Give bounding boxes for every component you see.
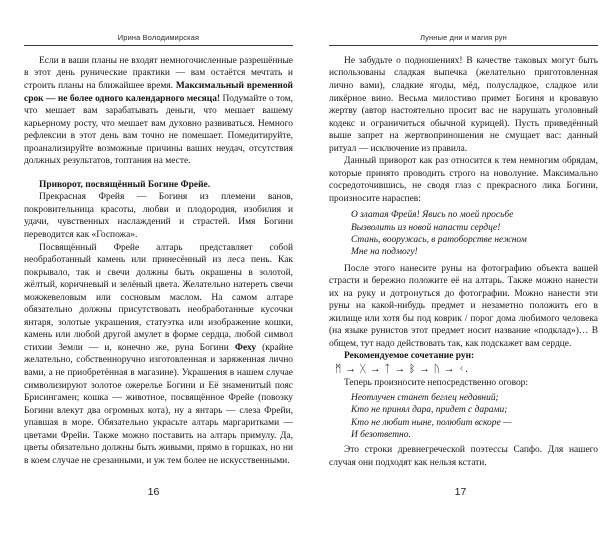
text-run: (крайне желательно, собственноручно изготовленная и заряженная лично вами, а не приобретённая в магазине). Украшения в нашем случае символизируют золотое ожерелье Богини и Её знаменитый пояс Брисингамен; кошка — животное, посвящённое Фрейе (повозку Богини влекут два огромных кота), ну а янтарь — слеза Фрейи, упавшая в море. Обязательно украсьте алтарь маргаритками — цветами Фрейи. Также можно поставить на алтарь примулу. Да, цветы обязательно должны быть живыми, прямо в горшках, но ни в коем случае не срезанными, и уж тем более не искусственными. — [24, 342, 293, 466]
rune-sequence: ᛗ → ᚷ → ᛏ → ᛒ → ᚢ → ᚲ. — [335, 364, 469, 376]
right-header-rule — [329, 45, 598, 46]
verse-line: И безответно. — [351, 429, 411, 440]
text-run: Посвящённый Фрейе алтарь представляет собой необработанный камень или принесённый из леса пень. Как покрывало, так и свечи должны быть окрашены в золотой, жёлтый, коричневый и зелёный цвета. Желательно натереть свечи можжевеловым или сосновым маслом. На самом алтаре обязательно должны присутствовать необработанные кусочки янтаря, золотые украшения, статуэтка или изображение кошки, камень или любой другой амулет в форме сердца, любой символ стихии Земли — и, конечно же, руна Богини — [24, 242, 293, 353]
text-run-bold: Феху — [234, 342, 257, 353]
verse-line: Мне на подмогу! — [351, 247, 418, 258]
right-page-number: 17 — [454, 486, 467, 498]
verse-line: Вызволить из новой напасти сердце! — [351, 222, 501, 233]
verse-line: Неотлучен станет беглец недавний; — [351, 393, 499, 404]
left-page-number: 16 — [147, 486, 160, 498]
right-page-body — [329, 55, 598, 469]
section-heading: Приворот, посвящённый Богине Фрейе. — [39, 179, 211, 190]
paragraph: Не забудьте о подношениях! В качестве таковых могут быть использованы сладкая выпечка (желательно приготовленная лично вами), сладкие ягоды, мёд, полусладкое, сладкое или ликёрное вино. Весьма милостиво примет Богиня и кровавую жертву (автор настоятельно просит вас не нарушать уголовный кодекс и ограничиться обычной курицей). Пусть приведённый выше запрет на жертвоприношения не смущает вас: данный ритуал — исключение из правила. — [329, 55, 598, 154]
paragraph — [24, 55, 293, 168]
verse-block-sappho — [329, 392, 598, 441]
paragraph: Это строки древнегреческой поэтессы Сапфо. Для нашего случая они подходят как нельзя кстати. — [329, 445, 598, 468]
paragraph: После этого нанесите руны на фотографию объекта вашей страсти и бережно положите её на алтарь. Также можно нанести их на руку и дотронуться до фотографии. Можно нанести эти руны на какой-нибудь предмет и незаметно положить его в жилище или хотя бы под коврик / порог дома любимого человека (на языке рунистов этот предмет носит название «подклад»)… В общем, тут надо действовать так, как подскажет вам сердце. — [329, 263, 598, 349]
right-page — [307, 0, 614, 540]
verse-block-invocation — [329, 209, 598, 258]
paragraph: Теперь произносите непосредственно оговор: — [344, 378, 529, 389]
paragraph — [24, 242, 293, 468]
left-header-rule — [24, 45, 293, 46]
left-page — [0, 0, 307, 540]
verse-line: Кто не принял дара, придет с дарами; — [351, 405, 508, 416]
text-run-bold: Максимальный временной срок — не более одного календарного месяца! — [24, 81, 293, 104]
verse-line: Стань, вооружась, в ратоборстве нежном — [351, 235, 527, 246]
verse-line: О златая Фрейя! Явись по моей просьбе — [351, 210, 514, 221]
right-running-head: Лунные дни и магия рун — [420, 33, 507, 42]
text-run: Подумайте о том, что мешает вам зарабатывать деньги, что мешает вашему карьерному росту, что мешает вам духовно развиваться. Немного рефлексии в этот день вам точно не помешает. Помедитируйте, проанализируйте возможные причины ваших неудач, отсутствия должных результатов, топтания на месте. — [24, 93, 293, 167]
runes-heading: Рекомендуемое сочетание рун: — [344, 351, 475, 362]
paragraph: Прекрасная Фрейя — Богиня из племени ванов, покровительница красоты, любви и плодородия, изобилия и удачи, чувственных наслаждений и страстей. Имя Богини переводится как «Госпожа». — [24, 192, 293, 241]
text-run: Если в ваши планы не входят немногочисленные разрешённые в этот день рунические практики — вам остаётся мечтать и строить планы на ближайшее время. — [24, 55, 293, 91]
paragraph: Данный приворот как раз относится к тем немногим обрядам, которые принято проводить строго на новолуние. Максимально сосредоточившись, не сводя глаз с прекрасного лика Богини, произносите нараспев: — [329, 156, 598, 204]
left-running-head: Ирина Володимирская — [117, 33, 200, 42]
verse-line: Кто не любит ныне, полюбит вскоре — — [351, 417, 512, 428]
left-page-body — [24, 55, 293, 468]
